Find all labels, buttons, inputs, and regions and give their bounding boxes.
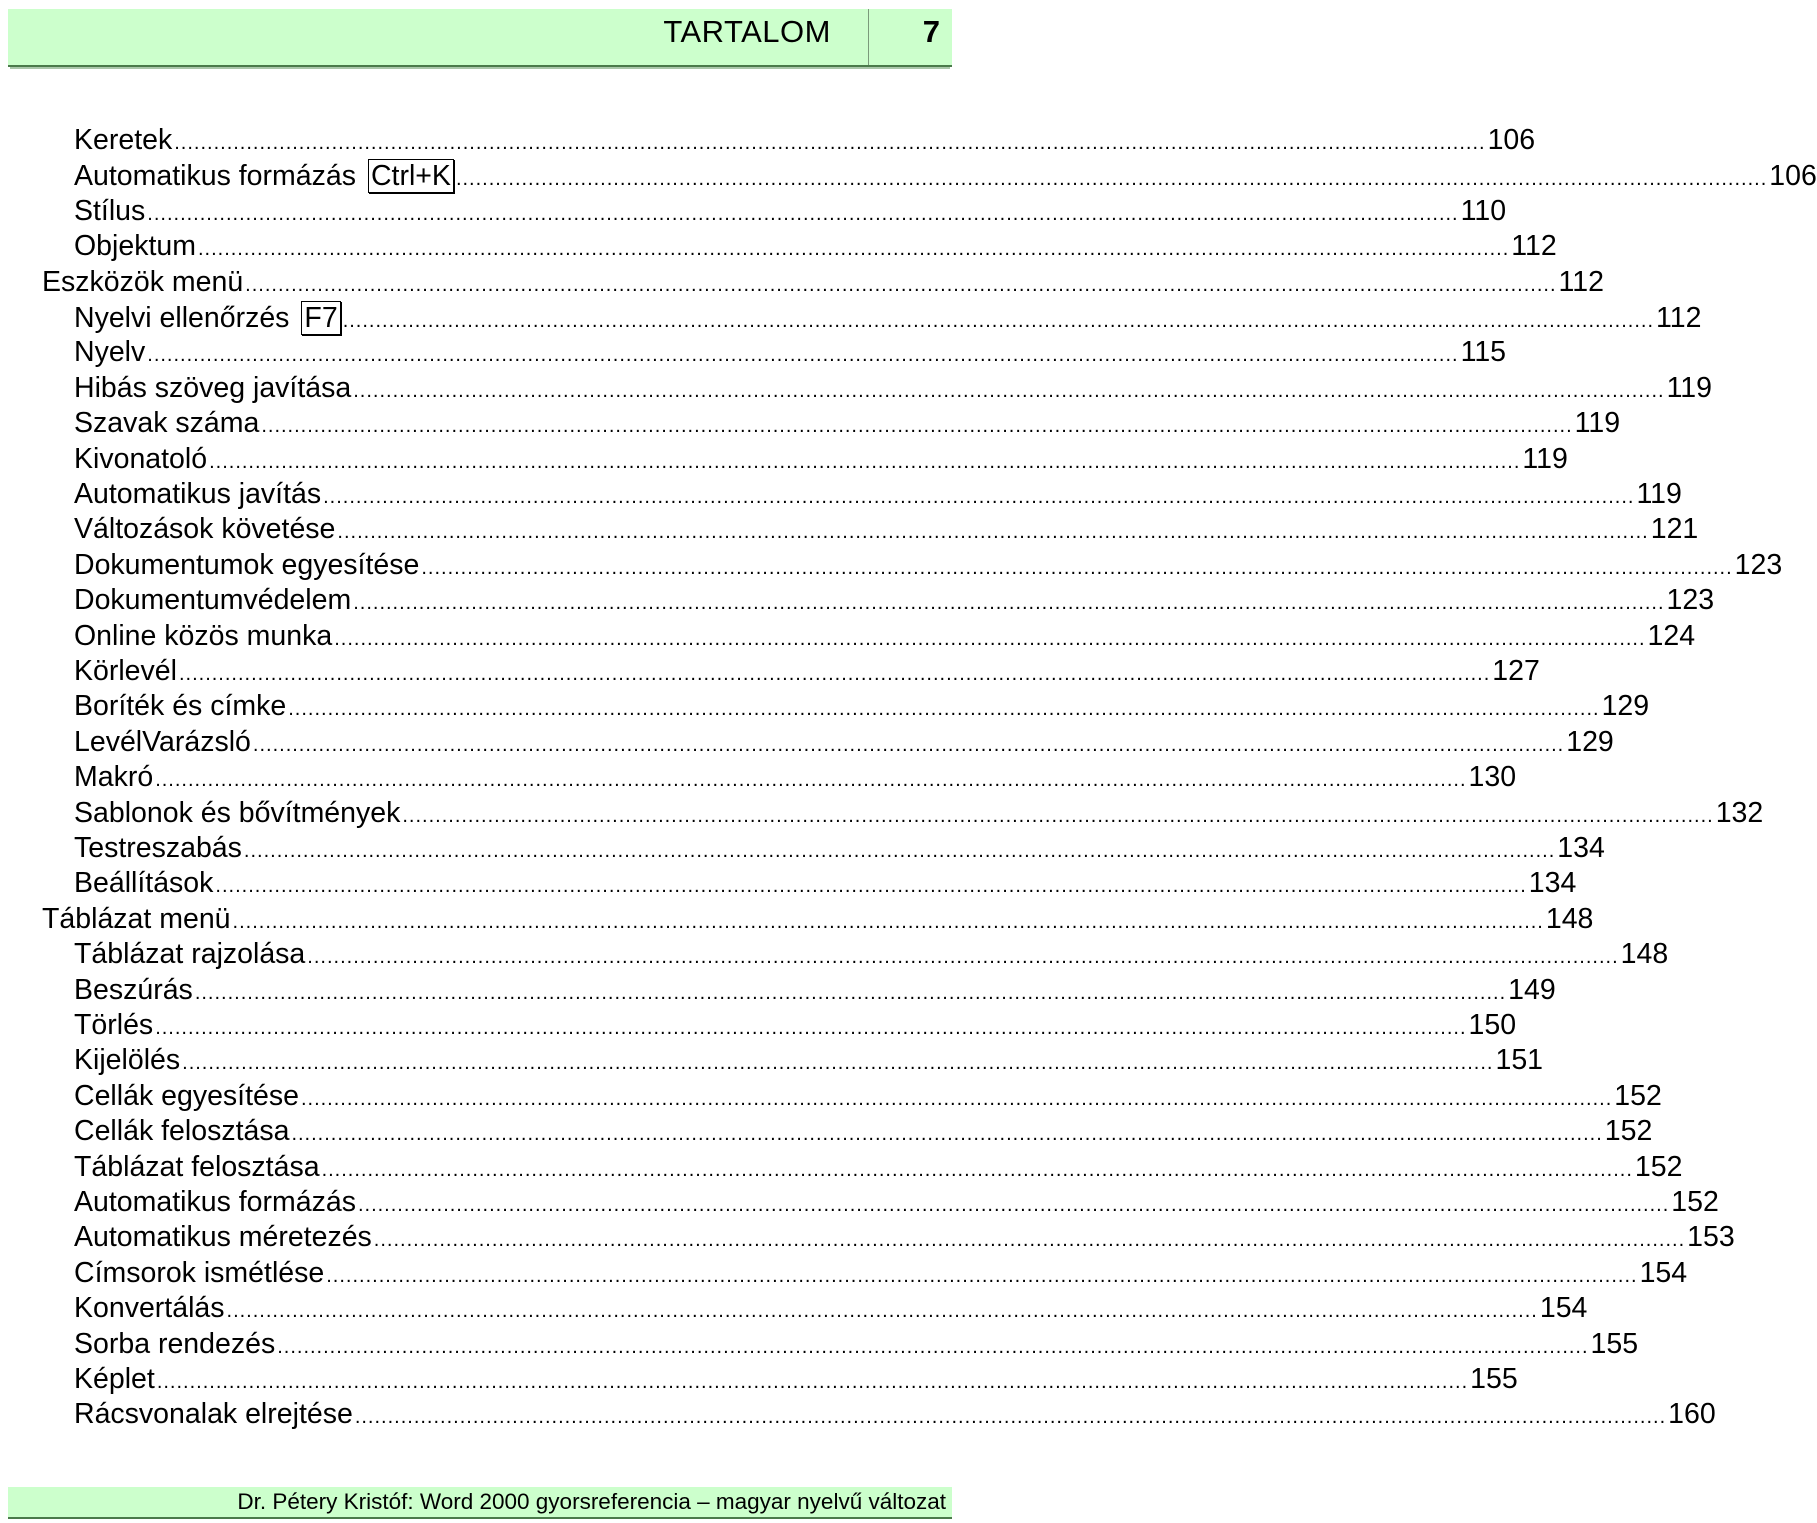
toc-leader-dots: ........................................................................................................................................................................................................	[321, 1158, 1633, 1181]
toc-entry-page: 124	[1647, 619, 1696, 652]
toc-entry-label: Sablonok és bővítmények	[74, 796, 401, 829]
toc-leader-dots: ........................................................................................................................................................................................................	[353, 379, 1665, 402]
toc-entry-page: 154	[1539, 1292, 1588, 1325]
toc-entry-label: Változások követése	[74, 513, 336, 546]
toc-entry-page: 148	[1545, 902, 1594, 935]
page-footer	[8, 1487, 952, 1519]
toc-entry-label: Törlés	[74, 1009, 154, 1041]
toc-leader-dots: ........................................................................................................................................................................................................	[182, 1052, 1494, 1075]
toc-entry[interactable]	[74, 194, 1507, 231]
toc-entry[interactable]	[74, 1221, 1735, 1257]
toc-leader-dots: ........................................................................................................................................................................................................	[245, 273, 1557, 296]
toc-entry-label: Képlet	[74, 1363, 155, 1395]
toc-entry-page: 123	[1666, 584, 1715, 617]
toc-leader-dots: ........................................................................................................................................................................................................	[209, 450, 1521, 473]
toc-leader-dots: ........................................................................................................................................................................................................	[323, 486, 1635, 508]
toc-entry-label: Beszúrás	[74, 973, 193, 1006]
toc-entry-label: Dokumentumvédelem	[74, 584, 352, 617]
toc-leader-dots: ........................................................................................................................................................................................................	[342, 310, 1655, 332]
toc-entry-label: Nyelv	[74, 336, 146, 369]
toc-entry-page: 134	[1557, 832, 1605, 864]
toc-leader-dots: ........................................................................................................................................................................................................	[156, 1371, 1469, 1393]
toc-entry[interactable]	[74, 1186, 1719, 1222]
toc-entry[interactable]	[74, 371, 1712, 408]
toc-leader-dots: ........................................................................................................................................................................................................	[147, 202, 1459, 225]
toc-entry[interactable]	[74, 159, 1817, 195]
toc-entry-label: Automatikus formázás	[74, 160, 356, 193]
toc-entry-page: 112	[1656, 302, 1702, 334]
toc-leader-dots: ........................................................................................................................................................................................................	[226, 1300, 1538, 1323]
toc-leader-dots: ........................................................................................................................................................................................................	[307, 946, 1619, 969]
toc-leader-dots: ........................................................................................................................................................................................................	[194, 981, 1507, 1004]
toc-leader-dots: ........................................................................................................................................................................................................	[155, 1017, 1467, 1039]
toc-entry[interactable]	[74, 1150, 1683, 1187]
toc-leader-dots: ........................................................................................................................................................................................................	[232, 910, 1544, 933]
toc-entry-page: 160	[1668, 1398, 1716, 1431]
toc-leader-dots: ........................................................................................................................................................................................................	[197, 238, 1510, 261]
toc-entry-page: 130	[1468, 761, 1517, 794]
toc-entry-page: 119	[1574, 407, 1621, 440]
toc-leader-dots: ........................................................................................................................................................................................................	[354, 1406, 1667, 1429]
toc-entry-label: Kivonatoló	[74, 442, 208, 475]
toc-entry[interactable]	[74, 690, 1650, 726]
toc-entry-page: 127	[1492, 655, 1540, 687]
toc-entry[interactable]	[42, 265, 1604, 302]
toc-entry-label: Nyelvi ellenőrzés	[74, 302, 290, 334]
toc-leader-dots: ........................................................................................................................................................................................................	[291, 1123, 1603, 1146]
toc-entry-label: Cellák egyesítése	[74, 1079, 299, 1112]
toc-entry[interactable]	[74, 1327, 1639, 1364]
toc-entry[interactable]	[74, 973, 1556, 1010]
toc-leader-dots: ........................................................................................................................................................................................................	[147, 344, 1459, 367]
toc-entry[interactable]	[74, 1398, 1716, 1434]
toc-entry-page: 129	[1566, 725, 1614, 758]
toc-entry-label: Konvertálás	[74, 1292, 225, 1325]
toc-entry-label: Boríték és címke	[74, 690, 287, 723]
toc-entry[interactable]	[74, 1115, 1653, 1151]
toc-entry-page: 149	[1508, 973, 1556, 1006]
header-page-number: 7	[922, 14, 940, 49]
toc-entry-page: 148	[1620, 938, 1669, 971]
toc-entry-label: Táblázat menü	[42, 902, 231, 935]
toc-entry-label: Szavak száma	[74, 407, 260, 440]
toc-entry-label: Testreszabás	[74, 832, 242, 864]
toc-entry-label: Hibás szöveg javítása	[74, 371, 352, 404]
header-divider	[868, 9, 869, 65]
toc-entry-page: 121	[1650, 513, 1699, 546]
toc-entry[interactable]	[74, 1079, 1662, 1116]
toc-entry-page: 112	[1558, 265, 1604, 298]
toc-entry[interactable]	[42, 902, 1594, 939]
toc-entry[interactable]	[74, 796, 1764, 833]
toc-entry-page: 123	[1734, 548, 1783, 581]
toc-leader-dots: ........................................................................................................................................................................................................	[373, 1229, 1686, 1252]
toc-entry-page: 129	[1601, 690, 1650, 723]
toc-entry-label: Körlevél	[74, 655, 177, 687]
toc-entry-label: Táblázat felosztása	[74, 1150, 320, 1183]
toc-entry-label: LevélVarázsló	[74, 725, 251, 758]
toc-entry[interactable]	[74, 938, 1669, 974]
toc-entry[interactable]	[74, 442, 1568, 479]
toc-entry-label: Eszközök menü	[42, 265, 244, 298]
toc-leader-dots: ........................................................................................................................................................................................................	[300, 1087, 1613, 1110]
toc-entry-page: 150	[1468, 1009, 1517, 1041]
toc-entry-label: Keretek	[74, 124, 173, 156]
page-header	[8, 9, 952, 67]
toc-entry-page: 152	[1614, 1079, 1662, 1112]
toc-entry-page: 154	[1639, 1256, 1688, 1289]
toc-leader-dots: ........................................................................................................................................................................................................	[337, 521, 1649, 544]
toc-entry[interactable]	[74, 301, 1702, 337]
toc-entry-page: 119	[1522, 442, 1568, 475]
toc-entry-label: Online közös munka	[74, 619, 333, 652]
toc-entry[interactable]	[74, 1256, 1688, 1293]
keyboard-shortcut: Ctrl+K	[368, 159, 454, 193]
toc-leader-dots: ........................................................................................................................................................................................................	[243, 840, 1556, 862]
toc-entry[interactable]	[74, 725, 1614, 762]
toc-entry-label: Makró	[74, 761, 154, 794]
toc-entry[interactable]	[74, 832, 1605, 868]
toc-entry-page: 106	[1487, 124, 1536, 156]
toc-entry-label: Beállítások	[74, 867, 214, 900]
toc-entry-label: Automatikus méretezés	[74, 1221, 372, 1254]
toc-leader-dots: ........................................................................................................................................................................................................	[252, 733, 1565, 756]
toc-entry[interactable]	[74, 478, 1682, 514]
toc-entry[interactable]	[74, 655, 1540, 691]
toc-entry[interactable]	[74, 124, 1536, 160]
toc-entry-label: Dokumentumok egyesítése	[74, 548, 420, 581]
toc-leader-dots: ........................................................................................................................................................................................................	[326, 1264, 1638, 1287]
toc-entry-label: Rácsvonalak elrejtése	[74, 1398, 353, 1431]
toc-entry[interactable]	[74, 867, 1577, 903]
toc-leader-dots: ........................................................................................................................................................................................................	[261, 415, 1573, 438]
toc-entry-page: 132	[1715, 796, 1764, 829]
toc-entry[interactable]	[74, 584, 1715, 620]
toc-entry[interactable]	[74, 407, 1621, 443]
toc-entry[interactable]	[74, 1292, 1588, 1328]
toc-leader-dots: ........................................................................................................................................................................................................	[402, 804, 1714, 827]
toc-entry-page: 151	[1495, 1044, 1544, 1077]
toc-entry-page: 110	[1460, 194, 1507, 227]
toc-leader-dots: ........................................................................................................................................................................................................	[215, 875, 1527, 898]
toc-entry[interactable]	[74, 761, 1517, 797]
toc-entry-page: 152	[1671, 1186, 1719, 1218]
toc-entry-label: Sorba rendezés	[74, 1327, 276, 1360]
toc-entry[interactable]	[74, 548, 1783, 585]
toc-entry-page: 119	[1666, 371, 1712, 404]
toc-leader-dots: ........................................................................................................................................................................................................	[353, 592, 1665, 615]
header-title: TARTALOM	[663, 14, 831, 49]
toc-entry-page: 155	[1590, 1327, 1639, 1360]
footer-text: Dr. Pétery Kristóf: Word 2000 gyorsreferencia – magyar nyelvű változat	[237, 1489, 946, 1514]
toc-entry-label: Automatikus formázás	[74, 1186, 356, 1218]
toc-entry[interactable]	[74, 230, 1557, 266]
keyboard-shortcut: F7	[301, 301, 340, 335]
toc-entry[interactable]	[74, 1044, 1544, 1080]
toc-entry-page: 155	[1470, 1363, 1518, 1395]
toc-entry-page: 112	[1511, 230, 1557, 263]
toc-entry-page: 106	[1769, 160, 1817, 193]
toc-leader-dots: ........................................................................................................................................................................................................	[155, 769, 1467, 792]
toc-leader-dots: ........................................................................................................................................................................................................	[277, 1335, 1589, 1358]
toc-entry-label: Objektum	[74, 230, 196, 263]
toc-leader-dots: ........................................................................................................................................................................................................	[421, 556, 1733, 579]
toc-entry-label: Kijelölés	[74, 1044, 181, 1077]
toc-entry[interactable]	[74, 513, 1699, 549]
toc-entry[interactable]	[74, 336, 1507, 372]
toc-leader-dots: ........................................................................................................................................................................................................	[334, 627, 1646, 650]
toc-entry-label: Stílus	[74, 194, 146, 227]
toc-entry[interactable]	[74, 619, 1696, 656]
toc-leader-dots: ........................................................................................................................................................................................................	[455, 168, 1768, 191]
toc-entry-page: 119	[1636, 478, 1682, 510]
toc-entry-page: 153	[1687, 1221, 1735, 1254]
toc-entry-label: Címsorok ismétlése	[74, 1256, 325, 1289]
toc-entry[interactable]	[74, 1009, 1517, 1045]
toc-entry-label: Táblázat rajzolása	[74, 938, 306, 971]
toc-leader-dots: ........................................................................................................................................................................................................	[288, 698, 1600, 721]
toc-entry[interactable]	[74, 1363, 1518, 1399]
toc-entry-page: 134	[1528, 867, 1577, 900]
toc-entry-page: 152	[1634, 1150, 1683, 1183]
toc-entry-page: 152	[1604, 1115, 1653, 1148]
toc-entry-label: Cellák felosztása	[74, 1115, 290, 1148]
toc-leader-dots: ........................................................................................................................................................................................................	[178, 663, 1491, 685]
toc-entry-page: 115	[1460, 336, 1507, 369]
toc-leader-dots: ........................................................................................................................................................................................................	[357, 1194, 1670, 1216]
toc-leader-dots: ........................................................................................................................................................................................................	[174, 132, 1486, 154]
toc-entry-label: Automatikus javítás	[74, 478, 322, 510]
